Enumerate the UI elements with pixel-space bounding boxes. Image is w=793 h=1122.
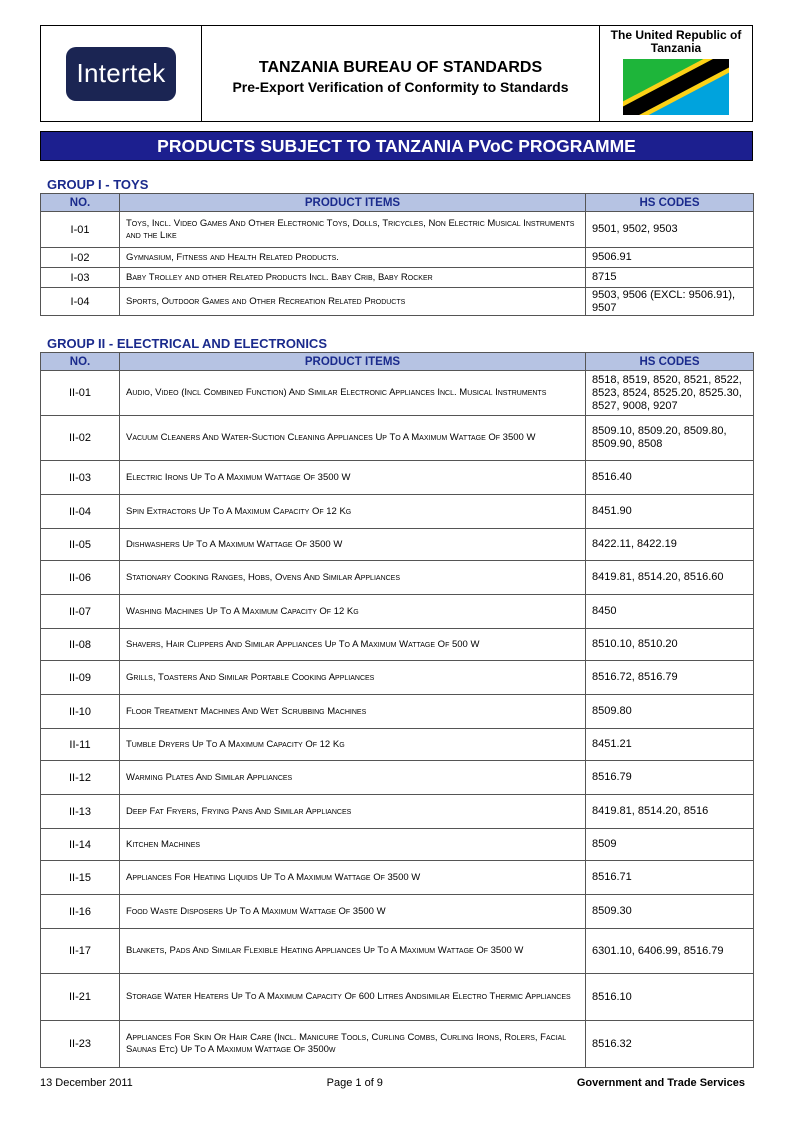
hs-codes: 8715 xyxy=(586,268,754,288)
product-item: Food Waste Disposers Up To A Maximum Wattage Of 3500 W xyxy=(120,895,586,929)
hs-codes: 9503, 9506 (EXCL: 9506.91), 9507 xyxy=(586,288,754,316)
hs-codes: 8509.30 xyxy=(586,895,754,929)
toys-table xyxy=(40,193,754,316)
row-number: II-08 xyxy=(41,629,120,661)
product-item: Toys, Incl. Video Games And Other Electronic Toys, Dolls, Tricycles, Non Electric Musical Instruments and the Like xyxy=(120,212,586,248)
table-row xyxy=(41,288,754,316)
product-item: Washing Machines Up To A Maximum Capacity Of 12 Kg xyxy=(120,595,586,629)
product-item: Grills, Toasters And Similar Portable Cooking Appliances xyxy=(120,661,586,695)
hs-codes: 8516.40 xyxy=(586,461,754,495)
republic-label xyxy=(606,29,746,55)
product-item: Tumble Dryers Up To A Maximum Capacity Of 12 Kg xyxy=(120,729,586,761)
row-number: I-02 xyxy=(41,248,120,268)
col-header-items: PRODUCT ITEMS xyxy=(120,353,586,371)
hs-codes: 8516.72, 8516.79 xyxy=(586,661,754,695)
hs-codes: 8451.90 xyxy=(586,495,754,529)
hs-codes: 8419.81, 8514.20, 8516 xyxy=(586,795,754,829)
table-row xyxy=(41,268,754,288)
product-item: Warming Plates And Similar Appliances xyxy=(120,761,586,795)
col-header-hs: HS CODES xyxy=(586,194,754,212)
row-number: II-16 xyxy=(41,895,120,929)
hs-codes: 8516.32 xyxy=(586,1021,754,1068)
table-row xyxy=(41,461,754,495)
republic-line-1: The United Republic of xyxy=(610,28,742,42)
product-item: Appliances For Skin Or Hair Care (Incl. Manicure Tools, Curling Combs, Curling Irons, Rolers, Facial Saunas Etc) Up To A Maximum Wattage Of 3500w xyxy=(120,1021,586,1068)
table-header-row xyxy=(41,353,754,371)
product-item: Sports, Outdoor Games and Other Recreation Related Products xyxy=(120,288,586,316)
document-header xyxy=(40,25,753,122)
table-row xyxy=(41,248,754,268)
hs-codes: 8516.79 xyxy=(586,761,754,795)
col-header-no: NO. xyxy=(41,194,120,212)
republic-cell xyxy=(600,26,752,121)
product-item: Appliances For Heating Liquids Up To A Maximum Wattage Of 3500 W xyxy=(120,861,586,895)
table-row xyxy=(41,629,754,661)
table-row xyxy=(41,529,754,561)
row-number: II-03 xyxy=(41,461,120,495)
table-row xyxy=(41,561,754,595)
row-number: II-13 xyxy=(41,795,120,829)
tanzania-flag-icon xyxy=(623,59,729,115)
row-number: I-03 xyxy=(41,268,120,288)
row-number: II-15 xyxy=(41,861,120,895)
table-row xyxy=(41,1021,754,1068)
product-item: Audio, Video (Incl Combined Function) And Similar Electronic Appliances Incl. Musical Instruments xyxy=(120,371,586,416)
row-number: II-06 xyxy=(41,561,120,595)
product-item: Storage Water Heaters Up To A Maximum Capacity Of 600 Litres Andsimilar Electro Thermic Appliances xyxy=(120,974,586,1021)
row-number: II-23 xyxy=(41,1021,120,1068)
table-row xyxy=(41,371,754,416)
footer-page-number: Page 1 of 9 xyxy=(326,1077,383,1089)
electrical-table xyxy=(40,352,754,1068)
footer-date: 13 December 2011 xyxy=(40,1077,133,1089)
hs-codes: 8518, 8519, 8520, 8521, 8522, 8523, 8524, 8525.20, 8525.30, 8527, 9008, 9207 xyxy=(586,371,754,416)
table-row xyxy=(41,829,754,861)
header-title: TANZANIA BUREAU OF STANDARDS xyxy=(258,58,543,76)
product-item: Vacuum Cleaners And Water-Suction Cleaning Appliances Up To A Maximum Wattage Of 3500 W xyxy=(120,416,586,461)
hs-codes: 9506.91 xyxy=(586,248,754,268)
table-row xyxy=(41,895,754,929)
product-item: Gymnasium, Fitness and Health Related Products. xyxy=(120,248,586,268)
group-2-title: GROUP II - ELECTRICAL AND ELECTRONICS xyxy=(47,336,327,351)
product-item: Dishwashers Up To A Maximum Wattage Of 3500 W xyxy=(120,529,586,561)
table-row xyxy=(41,795,754,829)
col-header-hs: HS CODES xyxy=(586,353,754,371)
intertek-logo: Intertek xyxy=(66,47,176,101)
row-number: II-05 xyxy=(41,529,120,561)
hs-codes: 8516.71 xyxy=(586,861,754,895)
hs-codes: 8509.80 xyxy=(586,695,754,729)
col-header-no: NO. xyxy=(41,353,120,371)
row-number: II-12 xyxy=(41,761,120,795)
row-number: I-01 xyxy=(41,212,120,248)
product-item: Deep Fat Fryers, Frying Pans And Similar Appliances xyxy=(120,795,586,829)
hs-codes: 8450 xyxy=(586,595,754,629)
hs-codes: 8422.11, 8422.19 xyxy=(586,529,754,561)
table-row xyxy=(41,729,754,761)
row-number: II-14 xyxy=(41,829,120,861)
product-item: Shavers, Hair Clippers And Similar Appliances Up To A Maximum Wattage Of 500 W xyxy=(120,629,586,661)
product-item: Kitchen Machines xyxy=(120,829,586,861)
table-row xyxy=(41,661,754,695)
row-number: II-21 xyxy=(41,974,120,1021)
table-row xyxy=(41,416,754,461)
product-item: Floor Treatment Machines And Wet Scrubbing Machines xyxy=(120,695,586,729)
row-number: I-04 xyxy=(41,288,120,316)
row-number: II-02 xyxy=(41,416,120,461)
product-item: Stationary Cooking Ranges, Hobs, Ovens And Similar Appliances xyxy=(120,561,586,595)
row-number: II-17 xyxy=(41,929,120,974)
hs-codes: 6301.10, 6406.99, 8516.79 xyxy=(586,929,754,974)
product-item: Baby Trolley and other Related Products Incl. Baby Crib, Baby Rocker xyxy=(120,268,586,288)
table-row xyxy=(41,761,754,795)
hs-codes: 8451.21 xyxy=(586,729,754,761)
table-row xyxy=(41,929,754,974)
page-footer xyxy=(40,1077,745,1089)
footer-org: Government and Trade Services xyxy=(576,1077,745,1089)
hs-codes: 8419.81, 8514.20, 8516.60 xyxy=(586,561,754,595)
header-subtitle: Pre-Export Verification of Conformity to Standards xyxy=(232,78,569,95)
programme-banner: PRODUCTS SUBJECT TO TANZANIA PVoC PROGRAMME xyxy=(40,131,753,161)
col-header-items: PRODUCT ITEMS xyxy=(120,194,586,212)
hs-codes: 8510.10, 8510.20 xyxy=(586,629,754,661)
product-item: Spin Extractors Up To A Maximum Capacity Of 12 Kg xyxy=(120,495,586,529)
table-row xyxy=(41,212,754,248)
row-number: II-01 xyxy=(41,371,120,416)
row-number: II-11 xyxy=(41,729,120,761)
group-1-title: GROUP I - TOYS xyxy=(47,177,149,192)
table-row xyxy=(41,495,754,529)
product-item: Electric Irons Up To A Maximum Wattage Of 3500 W xyxy=(120,461,586,495)
table-row xyxy=(41,595,754,629)
hs-codes: 9501, 9502, 9503 xyxy=(586,212,754,248)
logo-cell xyxy=(41,26,202,121)
hs-codes: 8509 xyxy=(586,829,754,861)
row-number: II-10 xyxy=(41,695,120,729)
table-header-row xyxy=(41,194,754,212)
hs-codes: 8509.10, 8509.20, 8509.80, 8509.90, 8508 xyxy=(586,416,754,461)
row-number: II-07 xyxy=(41,595,120,629)
table-row xyxy=(41,695,754,729)
row-number: II-09 xyxy=(41,661,120,695)
product-item: Blankets, Pads And Similar Flexible Heating Appliances Up To A Maximum Wattage Of 3500 W xyxy=(120,929,586,974)
table-row xyxy=(41,861,754,895)
header-title-cell xyxy=(202,26,600,121)
republic-line-2: Tanzania xyxy=(650,41,702,55)
row-number: II-04 xyxy=(41,495,120,529)
table-row xyxy=(41,974,754,1021)
hs-codes: 8516.10 xyxy=(586,974,754,1021)
